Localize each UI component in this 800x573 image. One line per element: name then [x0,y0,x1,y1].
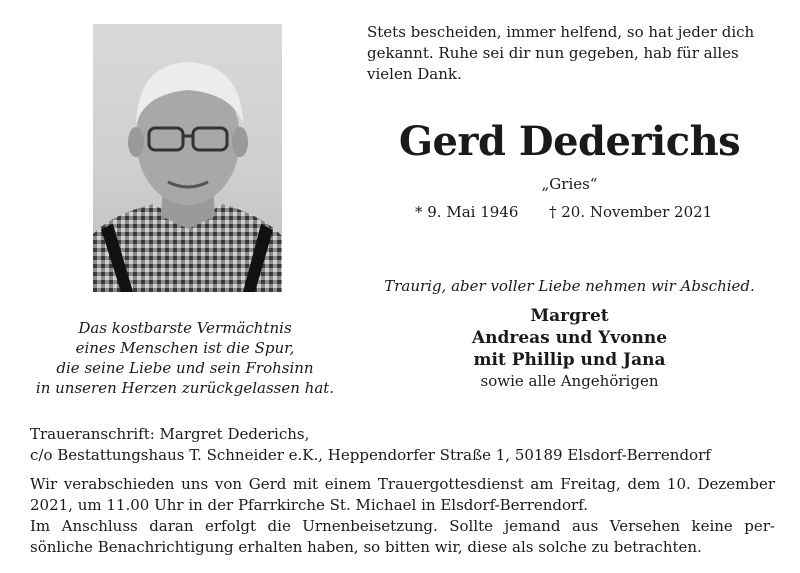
service-line: Wir verabschieden uns von Gerd mit einem Trauergottesdienst am Freitag, dem 10. Dezember [30,475,775,493]
poem-line: Das kostbarste Vermächtnis [78,319,292,337]
deceased-nickname: „Gries“ [541,175,598,193]
intro-line: vielen Dank. [367,65,462,83]
family-line: Margret [530,306,609,326]
poem-line: eines Menschen ist die Spur, [75,339,295,357]
poem-line: in unseren Herzen zurückgelassen hat. [35,379,335,397]
death-date: † 20. November 2021 [549,203,713,221]
intro-line: gekannt. Ruhe sei dir nun gegeben, hab für alles [367,44,739,62]
intro-text [367,22,772,85]
poem-line: die seine Liebe und sein Frohsinn [56,359,314,377]
birth-date: * 9. Mai 1946 [415,203,519,221]
service-line: sönliche Benachrichtigung erhalten haben, so bitten wir, diese als solche zu betrachten. [30,538,702,556]
address-line: Traueranschrift: Margret Dederichs, [30,425,310,443]
service-line: Im Anschluss daran erfolgt die Urnenbeisetzung. Sollte jemand aus Versehen keine per- [30,517,775,535]
mourning-address [30,424,775,466]
service-notice [30,474,775,558]
deceased-name: Gerd Dederichs [398,118,741,165]
poem [25,318,345,398]
portrait-photo-icon [93,24,282,292]
family-line: Andreas und Yvonne [471,328,668,348]
intro-line: Stets bescheiden, immer helfend, so hat jeder dich [367,23,755,41]
address-line: c/o Bestattungshaus T. Schneider e.K., Heppendorfer Straße 1, 50189 Elsdorf-Berrendorf [30,446,711,464]
relatives-line: sowie alle Angehörigen [480,372,659,390]
portrait-photo [93,24,282,292]
family-line: mit Phillip und Jana [473,350,666,370]
service-line: 2021, um 11.00 Uhr in der Pfarrkirche St. Michael in Elsdorf-Berrendorf. [30,496,589,514]
mourning-line: Traurig, aber voller Liebe nehmen wir Abschied. [384,277,755,295]
family-names [367,305,772,391]
